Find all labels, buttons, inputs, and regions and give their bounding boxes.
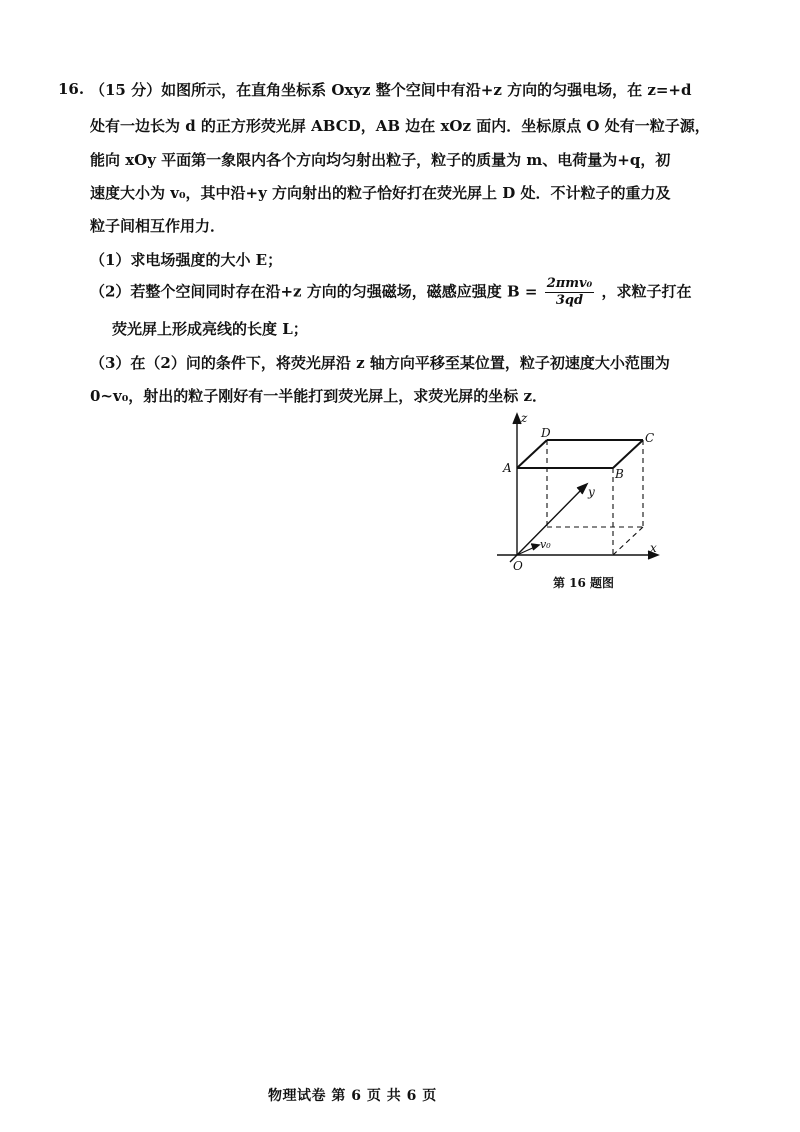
edge-AD: [517, 440, 547, 468]
edge-BC: [613, 440, 643, 468]
label-D: D: [541, 426, 551, 440]
question-line-2: 处有一边长为 d 的正方形荧光屏 ABCD，AB 边在 xOz 面内．坐标原点 O 处有一粒子源，: [90, 117, 710, 135]
part-1: （1）求电场强度的大小 E；: [90, 251, 283, 269]
question-line-3: 能向 xOy 平面第一象限内各个方向均匀射出粒子，粒子的质量为 m、电荷量为+q，初: [90, 151, 671, 169]
part-2-line-1: [90, 276, 692, 309]
fraction-numerator: 2πmv₀: [546, 276, 593, 291]
label-z: z: [521, 411, 528, 425]
part-2-text-a: （2）若整个空间同时存在沿+z 方向的匀强磁场，磁感应强度 B =: [90, 282, 538, 301]
coordinate-diagram: [495, 410, 670, 580]
part-2-line-2: 荧光屏上形成亮线的长度 L；: [112, 320, 308, 338]
label-O: O: [513, 559, 523, 573]
figure-16: [495, 410, 670, 580]
question-line-4: 速度大小为 v₀，其中沿+y 方向射出的粒子恰好打在荧光屏上 D 处．不计粒子的重力及: [90, 184, 671, 202]
question-number: 16.: [58, 80, 85, 98]
label-y: y: [588, 485, 595, 499]
label-v0: v₀: [540, 538, 551, 551]
figure-caption: 第 16 题图: [553, 576, 615, 590]
part-2-text-b: ，求粒子打在: [601, 282, 692, 301]
y-axis: [517, 486, 585, 555]
page-footer: 物理试卷 第 6 页 共 6 页: [268, 1088, 437, 1104]
dash-bottom-right: [613, 527, 643, 555]
question-line-5: 粒子间相互作用力．: [90, 217, 226, 235]
v0-arrow: [531, 544, 539, 550]
label-B: B: [615, 467, 624, 481]
label-x: x: [650, 541, 657, 555]
part-3-line-1: （3）在（2）问的条件下，将荧光屏沿 z 轴方向平移至某位置，粒子初速度大小范围为: [90, 354, 670, 372]
part-3-line-2: 0~v₀，射出的粒子刚好有一半能打到荧光屏上，求荧光屏的坐标 z．: [90, 387, 548, 405]
question-line-1: （15 分）如图所示，在直角坐标系 Oxyz 整个空间中有沿+z 方向的匀强电场，在 z=+d: [90, 81, 692, 99]
label-A: A: [503, 461, 512, 475]
label-C: C: [645, 431, 655, 445]
z-axis-arrow: [513, 414, 521, 424]
magnetic-field-fraction: [545, 276, 595, 309]
fraction-denominator: 3qd: [555, 293, 584, 308]
